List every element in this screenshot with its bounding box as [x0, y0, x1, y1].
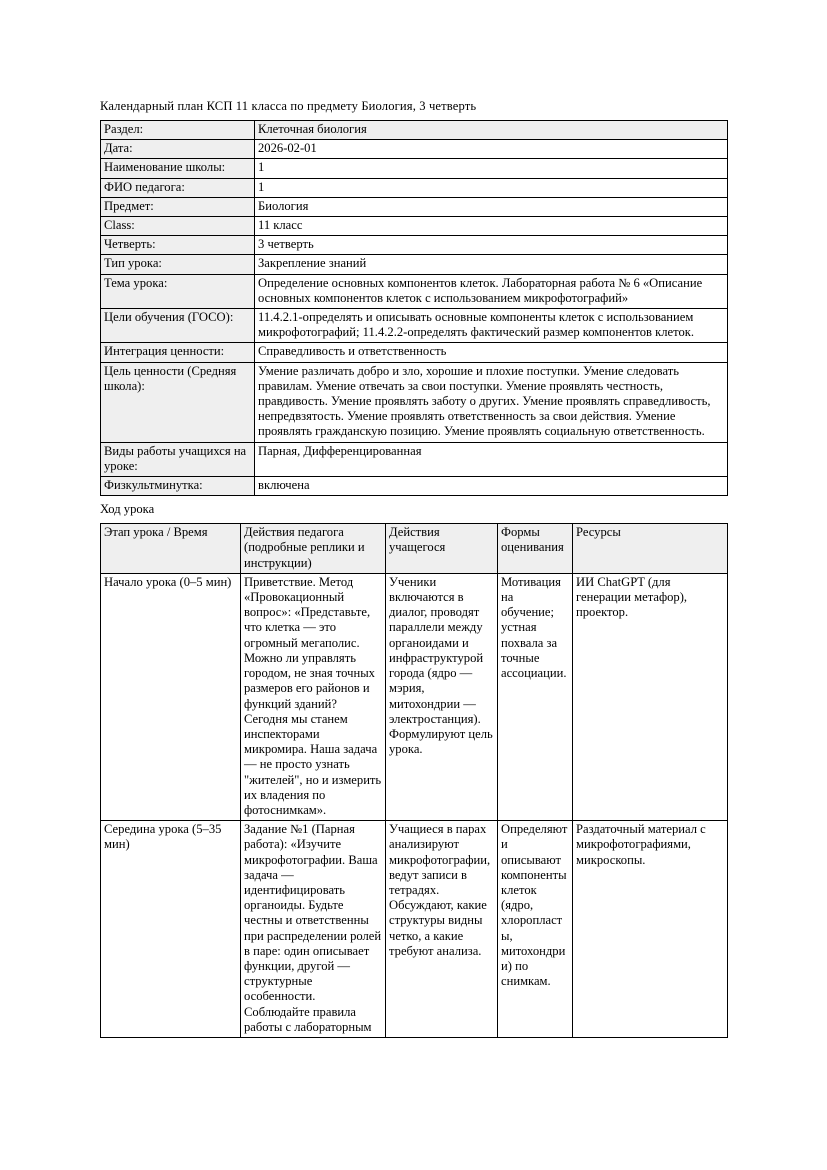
- info-row-label: Тип урока:: [101, 255, 255, 274]
- info-row-label: Наименование школы:: [101, 159, 255, 178]
- lesson-info-table: [100, 120, 728, 496]
- column-header: Формы оценивания: [498, 524, 573, 574]
- flow-cell-resources: ИИ ChatGPT (для генерации метафор), проектор.: [573, 573, 728, 820]
- info-row-label: Раздел:: [101, 121, 255, 140]
- info-row-value: включена: [255, 477, 728, 496]
- column-header: Действия учащегося: [386, 524, 498, 574]
- info-row-label: Предмет:: [101, 197, 255, 216]
- info-row-value: 1: [255, 159, 728, 178]
- info-row-label: Цель ценности (Средняя школа):: [101, 362, 255, 442]
- table-row: [101, 217, 728, 236]
- flow-cell-stage: Начало урока (0–5 мин): [101, 573, 241, 820]
- info-row-value: 1: [255, 178, 728, 197]
- flow-cell-student-actions: Учащиеся в парах анализируют микрофотографии, ведут записи в тетрадях. Обсуждают, какие структуры видны четко, а какие требуют анализа.: [386, 821, 498, 1038]
- table-row: [101, 255, 728, 274]
- lesson-flow-table-body: [101, 573, 728, 1037]
- table-row: [101, 343, 728, 362]
- column-header: Действия педагога (подробные реплики и инструкции): [241, 524, 386, 574]
- flow-cell-assessment: Определяют и описывают компоненты клеток (ядро, хлоропласты, митохондрии) по снимкам.: [498, 821, 573, 1038]
- info-row-label: Интеграция ценности:: [101, 343, 255, 362]
- table-row: [101, 140, 728, 159]
- lesson-flow-table: [100, 523, 728, 1038]
- flow-cell-assessment: Мотивация на обучение; устная похвала за точные ассоциации.: [498, 573, 573, 820]
- info-row-label: Class:: [101, 217, 255, 236]
- info-row-label: Физкультминутка:: [101, 477, 255, 496]
- info-row-label: ФИО педагога:: [101, 178, 255, 197]
- table-row: [101, 274, 728, 308]
- table-row: [101, 362, 728, 442]
- table-row: [101, 159, 728, 178]
- column-header: Ресурсы: [573, 524, 728, 574]
- column-header: Этап урока / Время: [101, 524, 241, 574]
- table-row: [101, 121, 728, 140]
- info-row-value: 2026-02-01: [255, 140, 728, 159]
- table-row: [101, 821, 728, 1038]
- table-header-row: [101, 524, 728, 574]
- section-caption-lesson-flow: Ход урока: [100, 502, 155, 517]
- info-row-value: Парная, Дифференцированная: [255, 442, 728, 476]
- table-row: [101, 442, 728, 476]
- flow-cell-teacher-actions: Приветствие. Метод «Провокационный вопрос»: «Представьте, что клетка — это огромный мегаполис. Можно ли управлять городом, не зная точных размеров его районов и функций зданий? Сегодня мы станем инспекторами микромира. Наша задача — не просто узнать "жителей", но и измерить их владения по фотоснимкам».: [241, 573, 386, 820]
- lesson-info-table-body: [101, 121, 728, 496]
- flow-cell-student-actions: Ученики включаются в диалог, проводят параллели между органоидами и инфраструктурой города (ядро — мэрия, митохондрии — электростанция). Формулируют цель урока.: [386, 573, 498, 820]
- table-row: [101, 197, 728, 216]
- table-row: [101, 309, 728, 343]
- info-row-value: Справедливость и ответственность: [255, 343, 728, 362]
- info-row-label: Виды работы учащихся на уроке:: [101, 442, 255, 476]
- flow-cell-teacher-actions: Задание №1 (Парная работа): «Изучите микрофотографии. Ваша задача — идентифицировать органоиды. Будьте честны и ответственны при распределении ролей в паре: один описывает функции, другой — структурные особенности. Соблюдайте правила работы с лабораторным: [241, 821, 386, 1038]
- info-row-label: Тема урока:: [101, 274, 255, 308]
- info-row-label: Цели обучения (ГОСО):: [101, 309, 255, 343]
- info-row-value: 11.4.2.1-определять и описывать основные компоненты клеток с использованием микрофотографий; 11.4.2.2-определять фактический размер компонентов клеток.: [255, 309, 728, 343]
- table-row: [101, 573, 728, 820]
- flow-cell-resources: Раздаточный материал с микрофотографиями, микроскопы.: [573, 821, 728, 1038]
- info-row-value: Определение основных компонентов клеток. Лабораторная работа № 6 «Описание основных компонентов клеток с использованием микрофотографий»: [255, 274, 728, 308]
- lesson-flow-table-header: [101, 524, 728, 574]
- info-row-value: Закрепление знаний: [255, 255, 728, 274]
- info-row-value: 3 четверть: [255, 236, 728, 255]
- info-row-label: Четверть:: [101, 236, 255, 255]
- info-row-value: 11 класс: [255, 217, 728, 236]
- table-row: [101, 178, 728, 197]
- info-row-value: Биология: [255, 197, 728, 216]
- table-row: [101, 477, 728, 496]
- page-title: Календарный план КСП 11 класса по предмету Биология, 3 четверть: [100, 99, 477, 113]
- info-row-label: Дата:: [101, 140, 255, 159]
- table-row: [101, 236, 728, 255]
- flow-cell-stage: Середина урока (5–35 мин): [101, 821, 241, 1038]
- info-row-value: Умение различать добро и зло, хорошие и плохие поступки. Умение следовать правилам. Умение отвечать за свои поступки. Умение проявлять честность, правдивость. Умение проявлять заботу о других. Умение проявлять справедливость, непредвзятость. Умение проявлять ответственность за свои действия. Умение проявлять гражданскую позицию. Умение проявлять социальную ответственность.: [255, 362, 728, 442]
- info-row-value: Клеточная биология: [255, 121, 728, 140]
